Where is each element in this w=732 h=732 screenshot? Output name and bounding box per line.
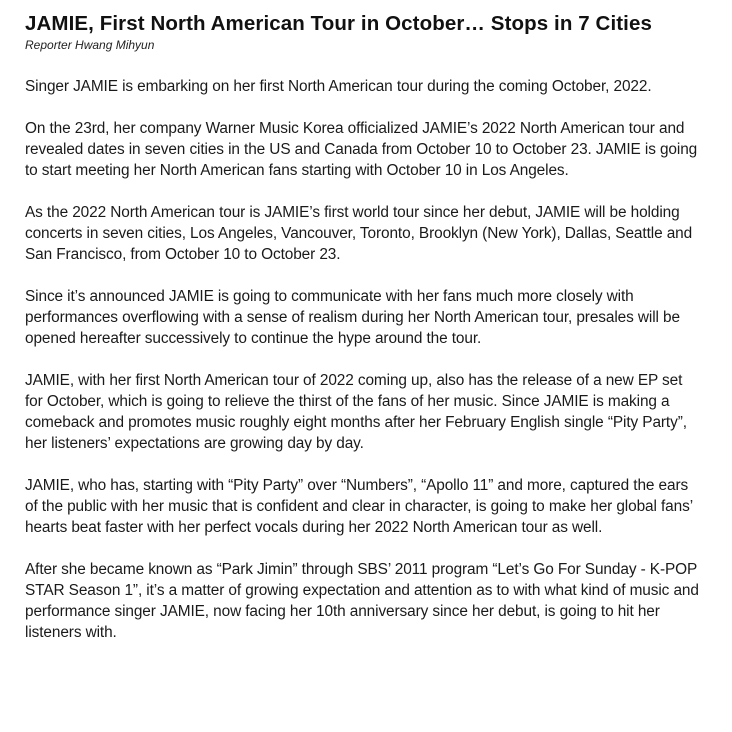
article-headline: JAMIE, First North American Tour in October… Stops in 7 Cities xyxy=(25,12,652,35)
article-paragraph: Since it’s announced JAMIE is going to communicate with her fans much more closely with performances overflowing with a sense of realism during her North American tour, presales will be opened hereafter successively to continue the hype around the tour. xyxy=(25,288,680,347)
article-paragraph: As the 2022 North American tour is JAMIE’s first world tour since her debut, JAMIE will be holding concerts in seven cities, Los Angeles, Vancouver, Toronto, Brooklyn (New York), Dallas, Seattle and San Francisco, from October 10 to October 23. xyxy=(25,204,693,263)
article-paragraph: JAMIE, with her first North American tour of 2022 coming up, also has the release of a new EP set for October, which is going to relieve the thirst of the fans of her music. Since JAMIE is making a comeback and promotes music roughly eight months after her February English single “Pity Party”, her listeners’ expectations are growing day by day. xyxy=(25,372,687,452)
article-byline: Reporter Hwang Mihyun xyxy=(25,38,155,52)
article-body xyxy=(25,76,702,643)
article-paragraph: After she became known as “Park Jimin” through SBS’ 2011 program “Let’s Go For Sunday - K-POP STAR Season 1”, it’s a matter of growing expectation and attention as to with what kind of music and performance singer JAMIE, now facing her 10th anniversary since her debut, is going to hit her listeners with. xyxy=(25,561,699,641)
article-paragraph: JAMIE, who has, starting with “Pity Party” over “Numbers”, “Apollo 11” and more, captured the ears of the public with her music that is confident and clear in character, is going to make her global fans’ hearts beat faster with her perfect vocals during her 2022 North American tour as well. xyxy=(25,477,693,536)
article-paragraph: Singer JAMIE is embarking on her first North American tour during the coming October, 2022. xyxy=(25,78,652,95)
article-paragraph: On the 23rd, her company Warner Music Korea officialized JAMIE’s 2022 North American tour and revealed dates in seven cities in the US and Canada from October 10 to October 23. JAMIE is going to start meeting her North American fans starting with October 10 in Los Angeles. xyxy=(25,120,698,179)
